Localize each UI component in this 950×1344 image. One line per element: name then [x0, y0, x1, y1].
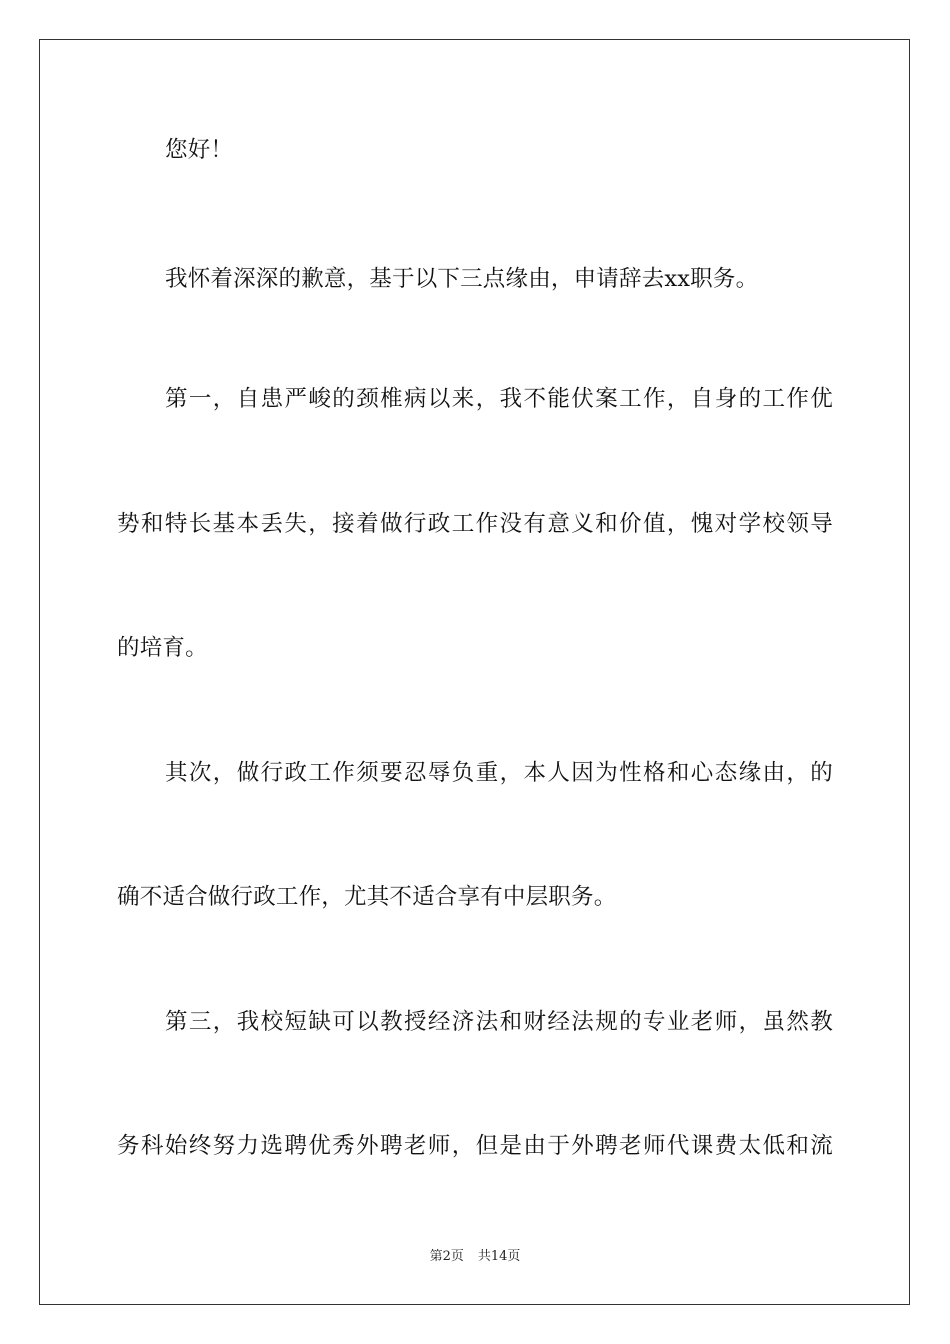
paragraph-2-line-2: 势和特长基本丢失，接着做行政工作没有意义和价值，愧对学校领导 — [117, 511, 833, 537]
current-page-number: 第2页 — [429, 1249, 464, 1264]
paragraph-2-line-3: 的培育。 — [117, 635, 208, 661]
paragraph-4-line-1: 第三，我校短缺可以教授经济法和财经法规的专业老师，虽然教 — [165, 1009, 833, 1035]
paragraph-3-line-2: 确不适合做行政工作，尤其不适合享有中层职务。 — [117, 884, 617, 910]
greeting-line: 您好！ — [165, 137, 234, 163]
paragraph-2-line-1: 第一，自患严峻的颈椎病以来，我不能伏案工作，自身的工作优 — [165, 386, 833, 412]
page-frame — [39, 39, 910, 1305]
total-page-count: 共14页 — [477, 1249, 521, 1264]
paragraph-4-line-2: 务科始终努力选聘优秀外聘老师，但是由于外聘老师代课费太低和流 — [117, 1133, 833, 1159]
paragraph-1-line-1: 我怀着深深的歉意，基于以下三点缘由，申请辞去xx职务。 — [165, 266, 759, 292]
page-footer — [0, 1248, 950, 1266]
paragraph-3-line-1: 其次，做行政工作须要忍辱负重，本人因为性格和心态缘由，的 — [165, 760, 833, 786]
